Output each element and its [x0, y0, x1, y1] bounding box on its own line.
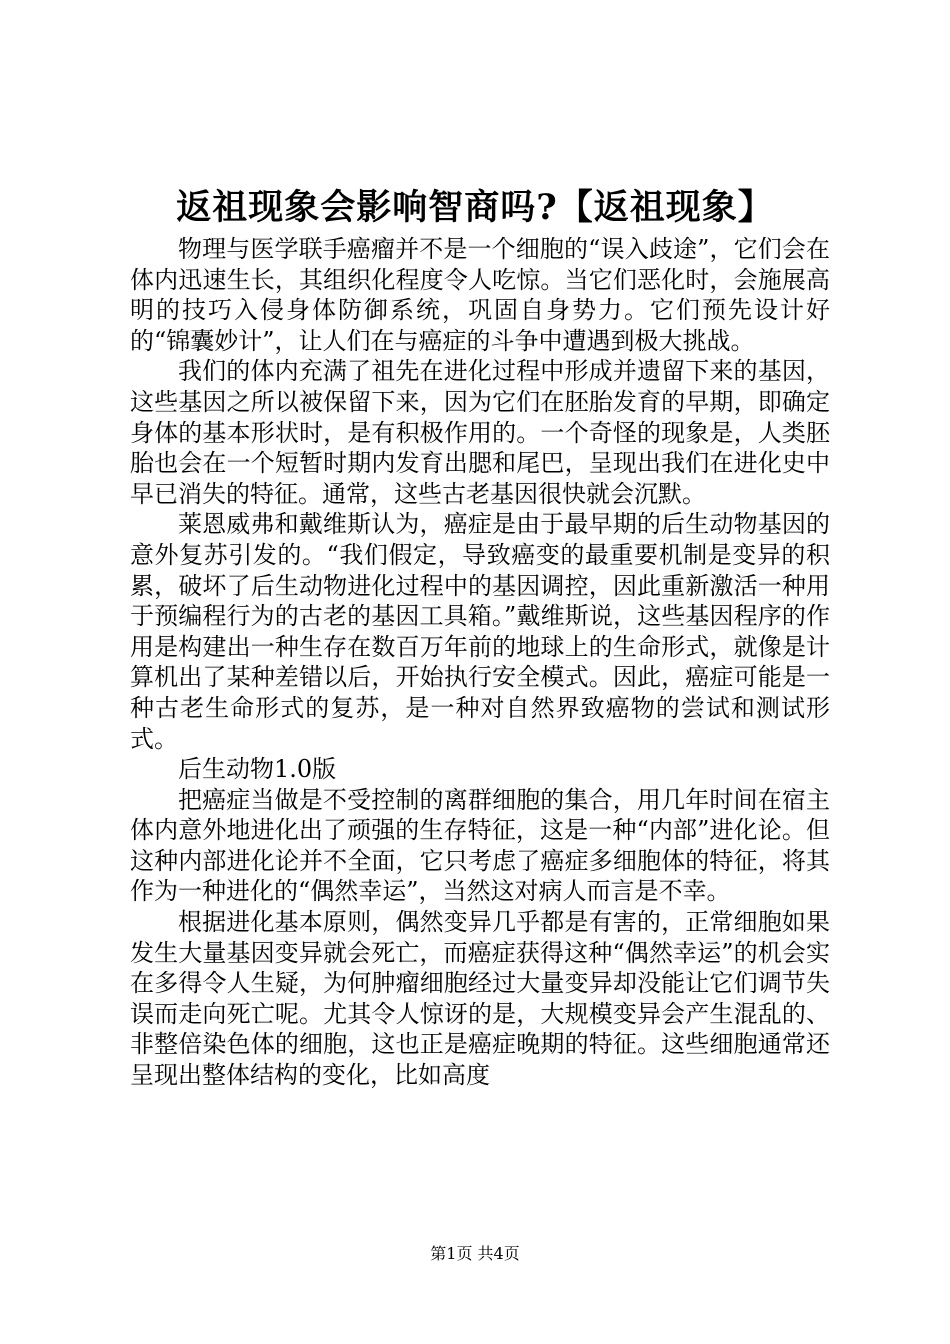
paragraph: 我们的体内充满了祖先在进化过程中形成并遗留下来的基因，这些基因之所以被保留下来，因为它们在胚胎发育的早期，即确定身体的基本形状时，是有积极作用的。一个奇怪的现象是，人类胚胎也会在一个短暂时期内发育出腮和尾巴，呈现出我们在进化史中早已消失的特征。通常，这些古老基因很快就会沉默。 — [130, 357, 830, 508]
section-heading: 后生动物1.0版 — [178, 755, 337, 784]
paragraph: 物理与医学联手癌瘤并不是一个细胞的“误入歧途”，它们会在体内迅速生长，其组织化程度令人吃惊。当它们恶化时，会施展高明的技巧入侵身体防御系统，巩固自身势力。它们预先设计好的“锦囊妙计”，让人们在与癌症的斗争中遭遇到极大挑战。 — [130, 235, 830, 355]
paragraph: 根据进化基本原则，偶然变异几乎都是有害的，正常细胞如果发生大量基因变异就会死亡，而癌症获得这种“偶然幸运”的机会实在多得令人生疑，为何肿瘤细胞经过大量变异却没能让它们调节失误而走向死亡呢。尤其令人惊讶的是，大规模变异会产生混乱的、非整倍染色体的细胞，这也正是癌症晚期的特征。这些细胞通常还呈现出整体结构的变化，比如高度 — [130, 908, 830, 1090]
page-footer: 第1页 共4页 — [430, 1244, 520, 1263]
document-title: 返祖现象会影响智商吗?【返祖现象】 — [176, 187, 774, 228]
document-body — [130, 234, 830, 1091]
paragraph: 把癌症当做是不受控制的离群细胞的集合，用几年时间在宿主体内意外地进化出了顽强的生存特征，这是一种“内部”进化论。但这种内部进化论并不全面，它只考虑了癌症多细胞体的特征，将其作为一种进化的“偶然幸运”，当然这对病人而言是不幸。 — [130, 785, 830, 906]
paragraph: 莱恩威弗和戴维斯认为，癌症是由于最早期的后生动物基因的意外复苏引发的。“我们假定，导致癌变的最重要机制是变异的积累，破坏了后生动物进化过程中的基因调控，因此重新激活一种用于预编程行为的古老的基因工具箱。”戴维斯说，这些基因程序的作用是构建出一种生存在数百万年前的地球上的生命形式，就像是计算机出了某种差错以后，开始执行安全模式。因此，癌症可能是一种古老生命形式的复苏，是一种对自然界致癌物的尝试和测试形式。 — [130, 510, 830, 753]
